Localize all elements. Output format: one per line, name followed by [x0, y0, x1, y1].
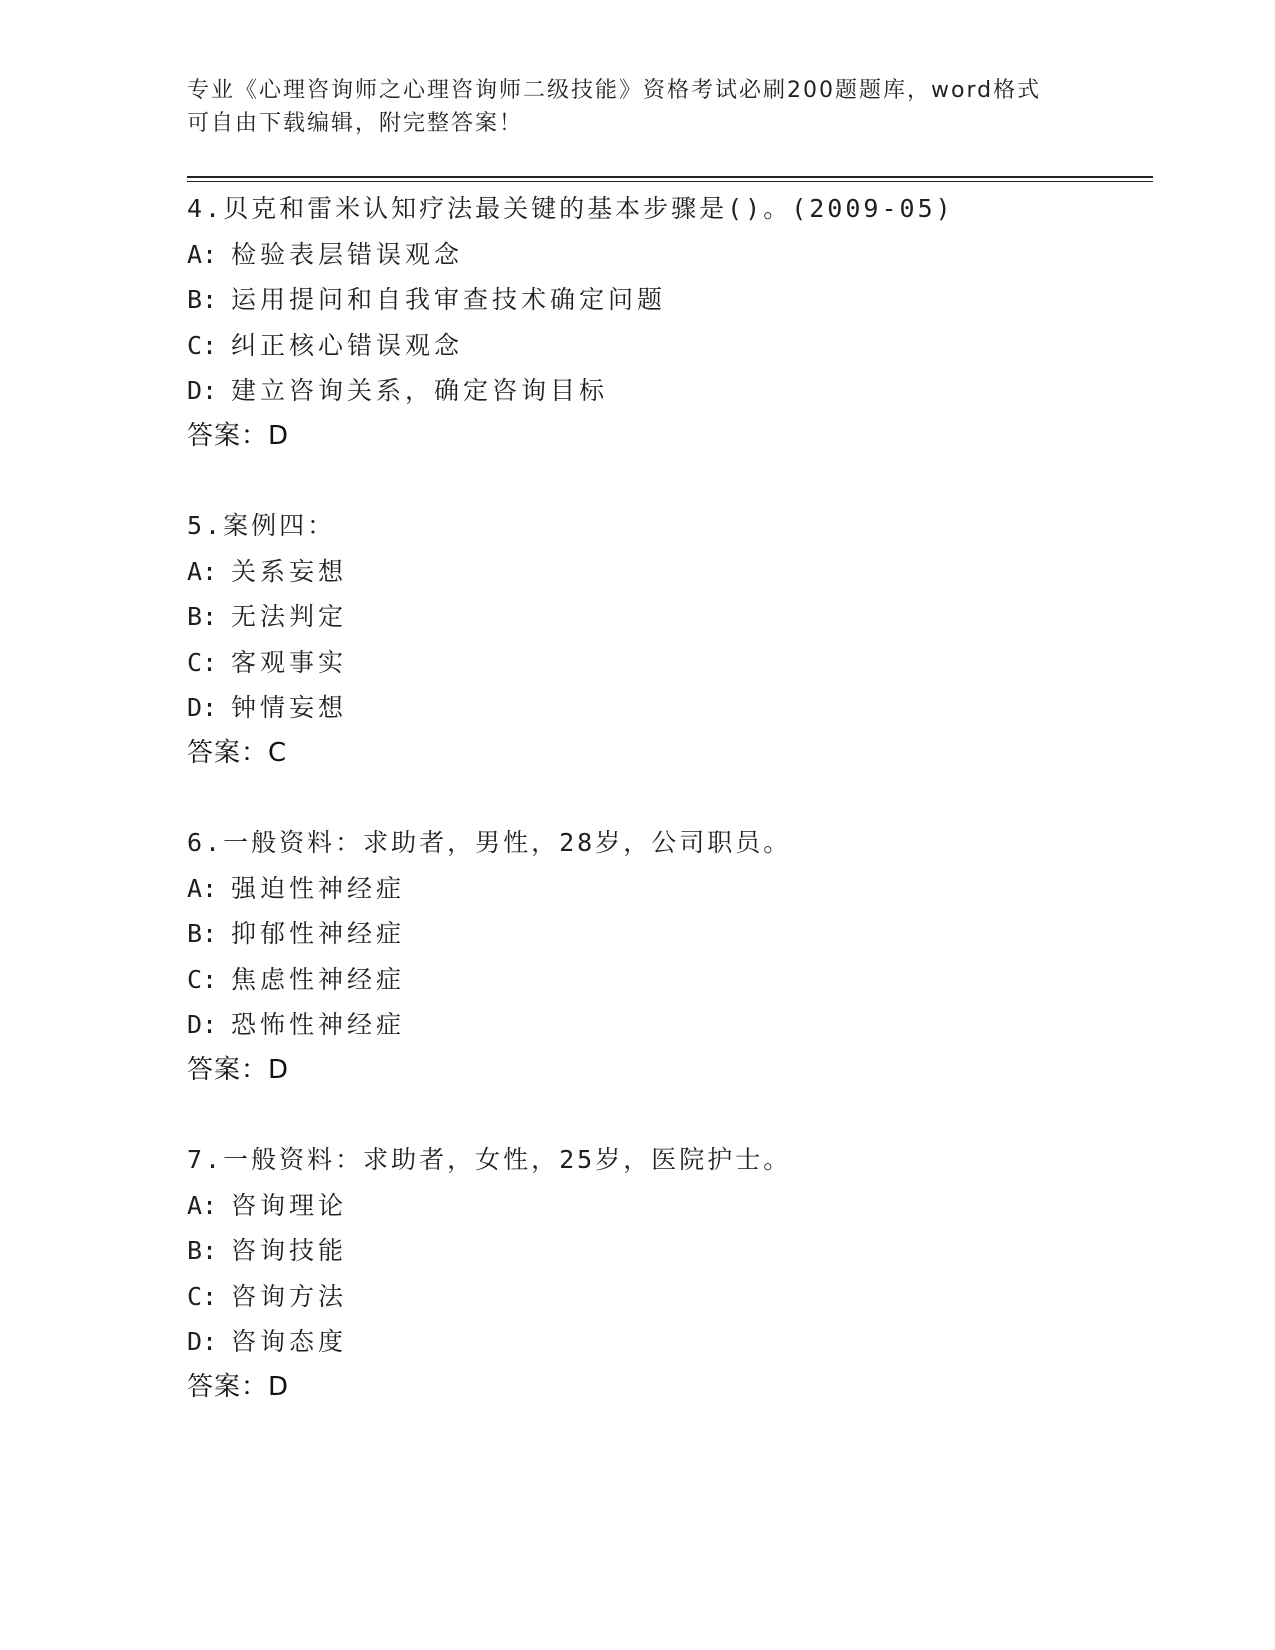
- option-letter: B:: [187, 1236, 218, 1265]
- answer-line: 答案：C: [187, 737, 288, 768]
- option-a: [187, 866, 1153, 912]
- header-line-2: 可自由下载编辑，附完整答案！: [187, 111, 524, 136]
- option-letter: D:: [187, 1010, 218, 1039]
- option-b: [187, 594, 1153, 640]
- option-text: 检验表层错误观念: [231, 239, 464, 269]
- header-divider-thick: [187, 176, 1153, 178]
- answer-line: 答案：D: [187, 420, 290, 451]
- option-text: 咨询方法: [231, 1281, 348, 1311]
- option-d: [187, 685, 1153, 731]
- option-letter: C:: [187, 330, 218, 360]
- option-text: 恐怖性神经症: [231, 1010, 406, 1039]
- option-letter: B:: [187, 602, 218, 631]
- question-block-4: [187, 186, 1153, 459]
- option-text: 建立咨询关系，确定咨询目标: [231, 376, 609, 405]
- option-c: [187, 957, 1153, 1003]
- option-d: [187, 368, 1153, 414]
- question-block-5: [187, 503, 1153, 776]
- option-c: [187, 323, 1153, 369]
- option-letter: A:: [187, 1190, 218, 1220]
- option-letter: A:: [187, 239, 218, 269]
- option-d: [187, 1002, 1153, 1048]
- option-text: 抑郁性神经症: [231, 919, 406, 948]
- option-letter: C:: [187, 1281, 218, 1311]
- option-text: 客观事实: [231, 647, 348, 677]
- header-line-1: 专业《心理咨询师之心理咨询师二级技能》资格考试必刷200题题库，word格式: [187, 78, 1042, 103]
- option-letter: B:: [187, 285, 218, 314]
- question-block-7: [187, 1137, 1153, 1410]
- question-title: 6.一般资料：求助者，男性，28岁，公司职员。: [187, 828, 792, 857]
- option-letter: A:: [187, 873, 218, 903]
- option-text: 焦虑性神经症: [231, 964, 406, 994]
- option-d: [187, 1319, 1153, 1365]
- option-text: 咨询技能: [231, 1236, 348, 1265]
- question-title: 5.案例四：: [187, 511, 336, 540]
- option-text: 钟情妄想: [231, 693, 348, 722]
- option-letter: B:: [187, 919, 218, 948]
- option-letter: D:: [187, 1327, 218, 1356]
- option-letter: C:: [187, 647, 218, 677]
- header-divider-thin: [187, 181, 1153, 182]
- option-text: 关系妄想: [231, 556, 348, 586]
- option-a: [187, 1183, 1153, 1229]
- answer-line: 答案：D: [187, 1054, 290, 1085]
- option-letter: D:: [187, 693, 218, 722]
- option-c: [187, 640, 1153, 686]
- answer-line: 答案：D: [187, 1371, 290, 1402]
- option-a: [187, 549, 1153, 595]
- option-text: 纠正核心错误观念: [231, 330, 464, 360]
- option-b: [187, 911, 1153, 957]
- option-text: 咨询态度: [231, 1327, 348, 1356]
- option-text: 咨询理论: [231, 1190, 348, 1220]
- question-block-6: [187, 820, 1153, 1093]
- option-text: 强迫性神经症: [231, 873, 406, 903]
- option-a: [187, 232, 1153, 278]
- question-title: 4.贝克和雷米认知疗法最关键的基本步骤是()。(2009-05): [187, 194, 954, 223]
- option-letter: A:: [187, 556, 218, 586]
- option-c: [187, 1274, 1153, 1320]
- option-letter: D:: [187, 376, 218, 405]
- question-list: [187, 186, 1153, 1410]
- option-text: 运用提问和自我审查技术确定问题: [231, 285, 667, 314]
- option-b: [187, 1228, 1153, 1274]
- document-header: [187, 74, 1067, 140]
- option-text: 无法判定: [231, 602, 348, 631]
- question-title: 7.一般资料：求助者，女性，25岁，医院护士。: [187, 1145, 792, 1174]
- option-b: [187, 277, 1153, 323]
- option-letter: C:: [187, 964, 218, 994]
